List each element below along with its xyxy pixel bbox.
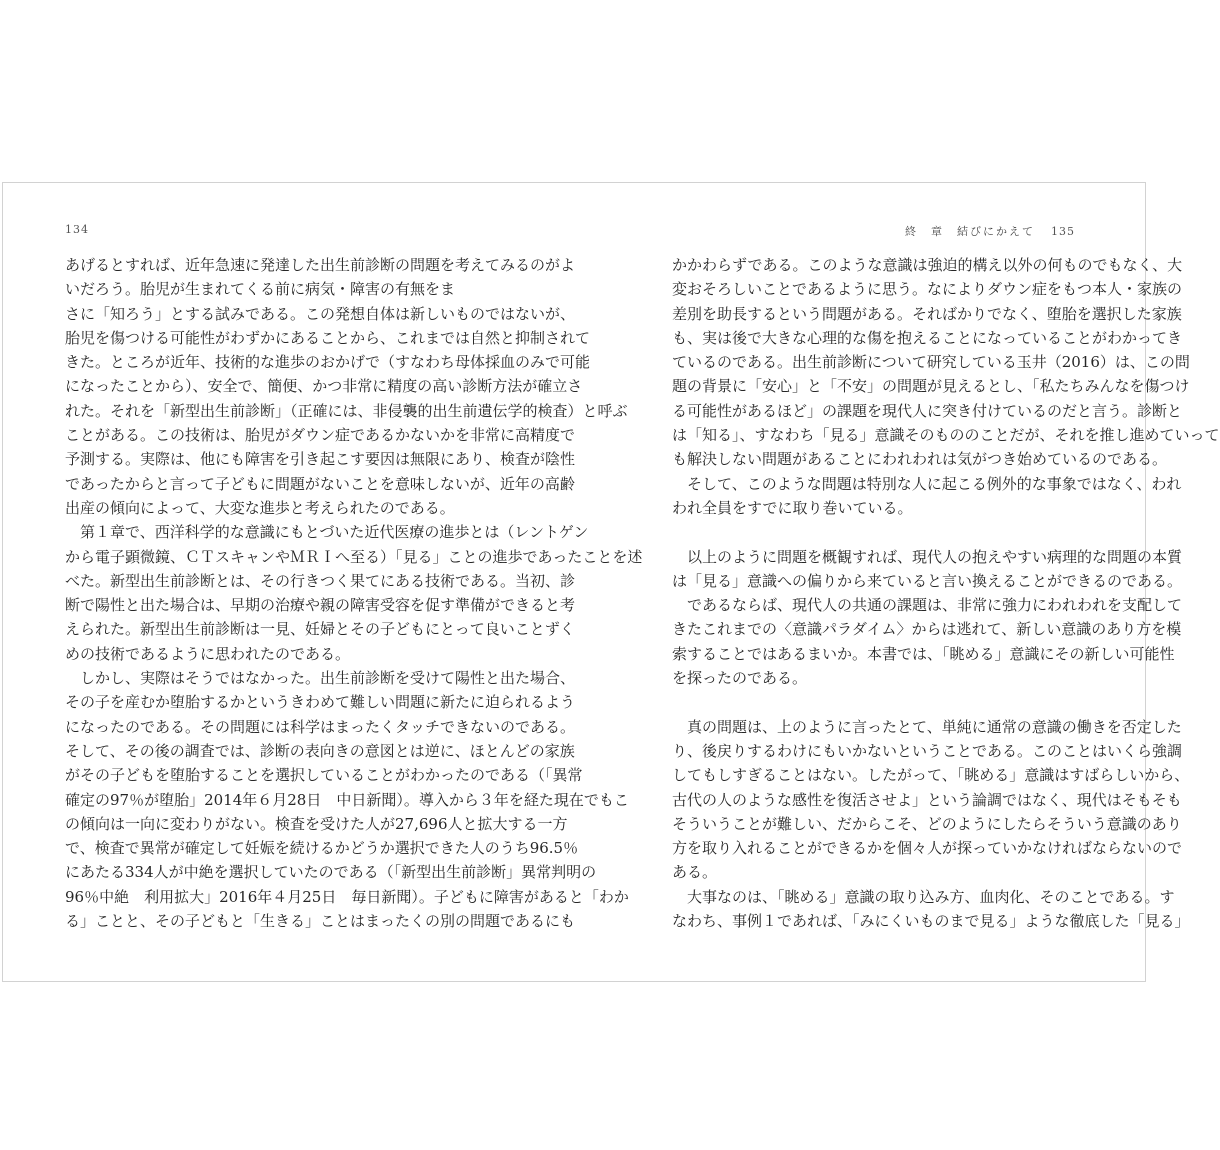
- left-page: [3, 183, 643, 981]
- text-line: 断で陽性と出た場合は、早期の治療や親の障害受容を促す準備ができると考: [65, 596, 576, 615]
- text-line: 胎児を傷つける可能性がわずかにあることから、これまでは自然と抑制されて: [65, 328, 591, 347]
- text-line: も、実は後で大きな心理的な傷を抱えることになっていることがわかってき: [672, 328, 1183, 347]
- text-line: いだろう。胎児が生まれてくる前に病気・障害の有無をま: [65, 280, 456, 299]
- text-line: してもしすぎることはない。したがって、「眺める」意識はすばらしいから、: [672, 766, 1190, 785]
- text-line: 題の背景に「安心」と「不安」の問題が見えるとし、「私たちみんなを傷つけ: [672, 377, 1190, 396]
- text-line: ことがある。この技術は、胎児がダウン症であるかないかを非常に高精度で: [65, 426, 576, 445]
- text-line: 差別を助長するという問題がある。そればかりでなく、堕胎を選択した家族: [672, 304, 1182, 323]
- paragraph-break: [672, 520, 1088, 544]
- text-line: る」ことと、その子どもと「生きる」ことはまったくの別の問題であるにも: [65, 912, 576, 931]
- text-line: る可能性があるほど」の課題を現代人に突き付けているのだと言う。診断と: [672, 401, 1183, 420]
- text-line: は「知る」、すなわち「見る」意識そのもののことだが、それを推し進めていって: [672, 426, 1220, 445]
- right-body-text: [672, 253, 1220, 933]
- text-line: になったことから）、安全で、簡便、かつ非常に精度の高い診断方法が確立さ: [65, 377, 583, 396]
- text-line: きた。ところが近年、技術的な進歩のおかげで（すなわち母体採血のみで可能: [65, 353, 591, 372]
- text-line: であったからと言って子どもに問題がないことを意味しないが、近年の高齢: [65, 474, 575, 493]
- text-line: その子を産むか堕胎するかというきわめて難しい問題に新たに迫られるよう: [65, 693, 576, 712]
- text-line: そして、その後の調査では、診断の表向きの意図とは逆に、ほとんどの家族: [65, 741, 575, 760]
- text-line: べた。新型出生前診断とは、その行きつく果てにある技術である。当初、診: [65, 571, 576, 590]
- text-line: になったのである。その問題には科学はまったくタッチできないのである。: [65, 717, 576, 736]
- text-line: そして、このような問題は特別な人に起こる例外的な事象ではなく、われ: [672, 474, 1182, 493]
- text-line: で、検査で異常が確定して妊娠を続けるかどうか選択できた人のうち96.5％: [65, 839, 579, 858]
- paragraph-break: [672, 690, 1088, 714]
- text-line: 大事なのは、「眺める」意識の取り込み方、血肉化、そのことである。す: [672, 887, 1175, 906]
- text-line: さに「知ろう」とする試みである。この発想自体は新しいものではないが、: [65, 304, 576, 323]
- text-line: そういうことが難しい、だからこそ、どのようにしたらそういう意識のあり: [672, 814, 1182, 833]
- text-line: 方を取り入れることができるかを個々人が探っていかなければならないので: [672, 839, 1183, 858]
- text-line: を探ったのである。: [672, 669, 808, 688]
- running-head: [905, 223, 1075, 239]
- text-line: 変おそろしいことであるように思う。なによりダウン症をもつ本人・家族の: [672, 280, 1183, 299]
- text-line: しかし、実際はそうではなかった。出生前診断を受けて陽性と出た場合、: [65, 669, 576, 688]
- text-line: 索することではあるまいか。本書では、「眺める」意識にその新しい可能性: [672, 644, 1175, 663]
- text-line: 古代の人のような感性を復活させよ」という論調ではなく、現代はそもそも: [672, 790, 1182, 809]
- text-line: の傾向は一向に変わりがない。検査を受けた人が27,696人と拡大する一方: [65, 814, 568, 833]
- text-line: 確定の97％が堕胎」2014年６月28日 中日新聞）。導入から３年を経た現在でもこ: [65, 790, 629, 809]
- text-line: 第１章で、西洋科学的な意識にもとづいた近代医療の進歩とは（レントゲン: [65, 523, 589, 542]
- text-line: きたこれまでの〈意識パラダイム〉からは逃れて、新しい意識のあり方を模: [672, 620, 1182, 639]
- chapter-title: 終 章 結びにかえて: [905, 225, 1035, 238]
- text-line: かかわらずである。このような意識は強迫的構え以外の何ものでもなく、大: [672, 256, 1183, 274]
- text-line: 真の問題は、上のように言ったとて、単純に通常の意識の働きを否定した: [672, 717, 1182, 736]
- page-number-right: 135: [1051, 225, 1075, 238]
- text-line: も解決しない問題があることにわれわれは気がつき始めているのである。: [672, 450, 1168, 469]
- text-line: であるならば、現代人の共通の課題は、非常に強力にわれわれを支配して: [672, 596, 1183, 615]
- text-line: 96％中絶 利用拡大」2016年４月25日 毎日新聞）。子どもに障害があると「わか: [65, 887, 629, 906]
- text-line: われ全員をすでに取り巻いている。: [672, 498, 913, 517]
- text-line: 以上のように問題を概観すれば、現代人の抱えやすい病理的な問題の本質: [672, 547, 1183, 566]
- text-line: り、後戻りするわけにもいかないということである。このことはいくら強調: [672, 741, 1183, 760]
- text-line: 出産の傾向によって、大変な進歩と考えられたのである。: [65, 498, 455, 517]
- right-page: [575, 183, 1220, 981]
- text-line: れた。それを「新型出生前診断」（正確には、非侵襲的出生前遺伝学的検査）と呼ぶ: [65, 401, 628, 420]
- text-line: にあたる334人が中絶を選択していたのである（「新型出生前診断」異常判明の: [65, 863, 597, 882]
- text-line: あげるとすれば、近年急速に発達した出生前診断の問題を考えてみるのがよ: [65, 256, 576, 274]
- text-line: なわち、事例１であれば、「みにくいものまで見る」ような徹底した「見る」: [672, 912, 1190, 931]
- text-line: めの技術であるように思われたのである。: [65, 644, 351, 663]
- text-line: は「見る」意識への偏りから来ていると言い換えることができるのである。: [672, 571, 1183, 590]
- text-line: えられた。新型出生前診断は一見、妊婦とその子どもにとって良いことずく: [65, 620, 575, 639]
- text-line: 予測する。実際は、他にも障害を引き起こす要因は無限にあり、検査が陰性: [65, 450, 576, 469]
- text-line: ているのである。出生前診断について研究している玉井（2016）は、この問: [672, 353, 1190, 372]
- text-line: ある。: [672, 863, 718, 882]
- book-spread: [2, 182, 1220, 982]
- text-line: がその子どもを堕胎することを選択していることがわかったのである（「異常: [65, 766, 583, 785]
- page-number-left: 134: [65, 223, 89, 236]
- left-body-text: [65, 253, 643, 933]
- text-line: から電子顕微鏡、ＣＴスキャンやＭＲＩへ至る）「見る」ことの進歩であったことを述: [65, 547, 643, 566]
